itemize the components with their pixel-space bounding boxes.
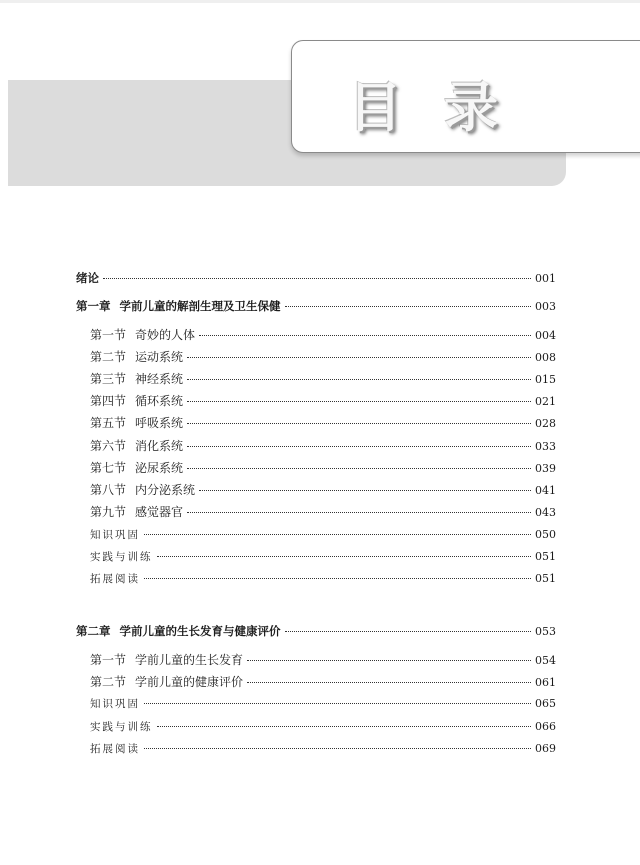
chapter-title: 学前儿童的解剖生理及卫生保健	[119, 299, 281, 313]
dot-leader	[187, 468, 531, 469]
top-rule	[0, 0, 640, 3]
section-label: 第一节	[90, 328, 127, 342]
page-number: 050	[535, 528, 556, 541]
toc-section[interactable]	[90, 672, 556, 692]
section-title: 循环系统	[135, 394, 184, 408]
dot-leader	[144, 703, 531, 704]
extra-title: 拓展阅读	[90, 743, 140, 755]
dot-leader	[187, 446, 531, 447]
toc-section[interactable]	[90, 458, 556, 478]
toc-section[interactable]	[90, 325, 556, 345]
dot-leader	[187, 357, 531, 358]
dot-leader	[199, 335, 531, 336]
dot-leader	[103, 278, 531, 279]
page-number: 021	[535, 395, 556, 408]
page-number: 061	[535, 676, 556, 689]
page-number: 039	[535, 462, 556, 475]
toc-extra[interactable]	[90, 694, 556, 714]
toc-section[interactable]	[90, 650, 556, 670]
section-label: 第二节	[90, 675, 127, 689]
section-label: 第九节	[90, 505, 127, 519]
section-title: 学前儿童的健康评价	[135, 675, 244, 689]
dot-leader	[144, 534, 531, 535]
page-number: 015	[535, 373, 556, 386]
extra-title: 实践与训练	[90, 721, 153, 733]
toc-entry-intro[interactable]	[76, 268, 556, 288]
toc-extra[interactable]	[90, 569, 556, 589]
dot-leader	[285, 631, 532, 632]
toc-section[interactable]	[90, 436, 556, 456]
dot-leader	[157, 726, 532, 727]
toc-chapter-1[interactable]	[76, 296, 556, 316]
toc-section[interactable]	[90, 391, 556, 411]
section-title: 感觉器官	[135, 505, 184, 519]
dot-leader	[187, 423, 531, 424]
section-title: 神经系统	[135, 372, 184, 386]
page-number: 004	[535, 329, 556, 342]
page-number: 028	[535, 417, 556, 430]
chapter-label: 第一章	[76, 299, 111, 313]
page-number: 066	[535, 720, 556, 733]
section-title: 运动系统	[135, 350, 184, 364]
chapter-label: 第二章	[76, 624, 111, 638]
toc-section[interactable]	[90, 347, 556, 367]
toc-section[interactable]	[90, 480, 556, 500]
entry-title: 绪论	[76, 271, 99, 285]
dot-leader	[247, 660, 531, 661]
section-label: 第八节	[90, 483, 127, 497]
page-number: 041	[535, 484, 556, 497]
section-title: 内分泌系统	[135, 483, 196, 497]
extra-title: 知识巩固	[90, 698, 140, 710]
dot-leader	[285, 306, 532, 307]
dot-leader	[157, 556, 532, 557]
page-number: 003	[535, 300, 556, 313]
page-number: 054	[535, 654, 556, 667]
toc-chapter-2[interactable]	[76, 621, 556, 641]
extra-title: 实践与训练	[90, 551, 153, 563]
page-title-char-1: 目	[348, 76, 402, 139]
title-card	[291, 40, 640, 153]
toc-section[interactable]	[90, 502, 556, 522]
toc-section[interactable]	[90, 369, 556, 389]
section-title: 学前儿童的生长发育	[135, 653, 244, 667]
section-label: 第四节	[90, 394, 127, 408]
toc-extra[interactable]	[90, 525, 556, 545]
section-title: 奇妙的人体	[135, 328, 196, 342]
dot-leader	[187, 512, 531, 513]
section-title: 消化系统	[135, 439, 184, 453]
dot-leader	[247, 682, 531, 683]
section-label: 第一节	[90, 653, 127, 667]
chapter-title: 学前儿童的生长发育与健康评价	[119, 624, 281, 638]
page-number: 051	[535, 550, 556, 563]
extra-title: 拓展阅读	[90, 573, 140, 585]
extra-title: 知识巩固	[90, 529, 140, 541]
dot-leader	[144, 578, 531, 579]
page-number: 053	[535, 625, 556, 638]
page-title-char-2: 录	[444, 76, 498, 139]
section-label: 第五节	[90, 416, 127, 430]
toc-extra[interactable]	[90, 739, 556, 759]
section-label: 第三节	[90, 372, 127, 386]
dot-leader	[144, 748, 531, 749]
section-label: 第二节	[90, 350, 127, 364]
toc-extra[interactable]	[90, 717, 556, 737]
toc-extra[interactable]	[90, 547, 556, 567]
dot-leader	[187, 379, 531, 380]
page-number: 051	[535, 572, 556, 585]
page-number: 001	[535, 272, 556, 285]
page-number: 033	[535, 440, 556, 453]
section-title: 泌尿系统	[135, 461, 184, 475]
page-number: 069	[535, 742, 556, 755]
section-label: 第七节	[90, 461, 127, 475]
dot-leader	[199, 490, 531, 491]
dot-leader	[187, 401, 531, 402]
page-number: 008	[535, 351, 556, 364]
toc-section[interactable]	[90, 413, 556, 433]
section-label: 第六节	[90, 439, 127, 453]
page-number: 043	[535, 506, 556, 519]
page-number: 065	[535, 697, 556, 710]
section-title: 呼吸系统	[135, 416, 184, 430]
